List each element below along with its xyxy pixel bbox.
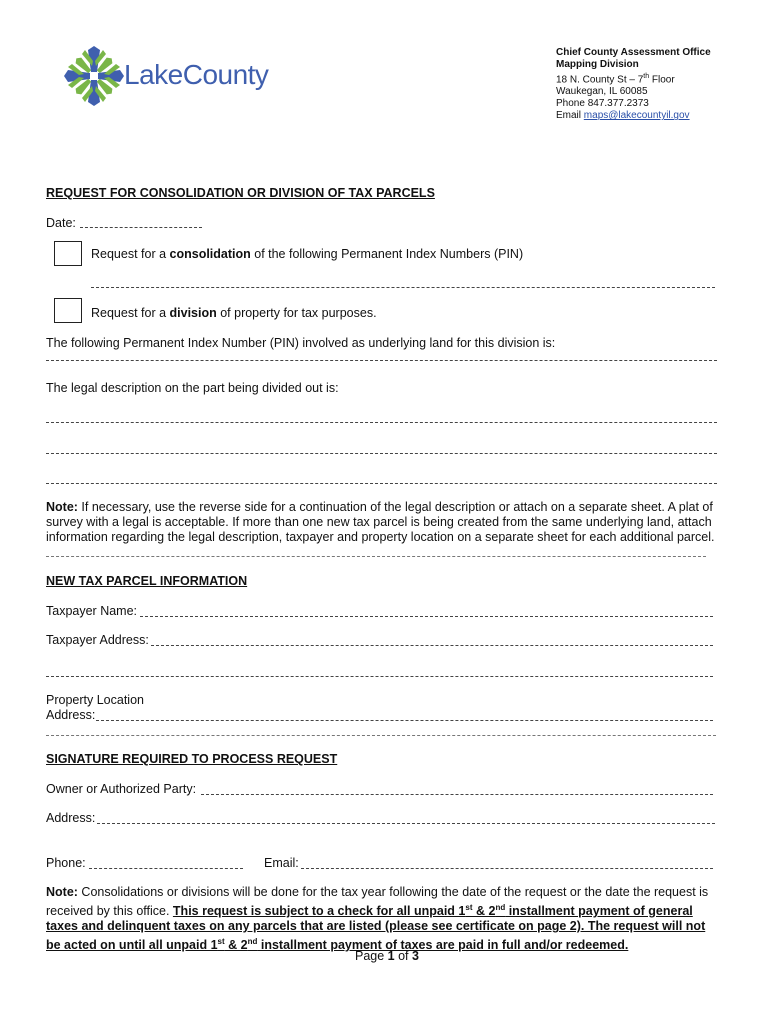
signature-address-label: Address:	[46, 811, 96, 825]
section-divider-2	[46, 735, 716, 736]
signature-heading: SIGNATURE REQUIRED TO PROCESS REQUEST	[46, 752, 338, 766]
page-title: REQUEST FOR CONSOLIDATION OR DIVISION OF TAX PARCELS	[46, 186, 435, 200]
date-label: Date:	[46, 216, 76, 230]
consolidation-pin-field[interactable]	[91, 287, 715, 288]
taxpayer-name-field[interactable]	[140, 616, 713, 617]
phone-label: Phone:	[46, 856, 86, 870]
signature-address-field[interactable]	[97, 823, 715, 824]
legal-label: The legal description on the part being divided out is:	[46, 381, 339, 395]
taxpayer-address-line-2[interactable]	[46, 676, 713, 677]
starburst-logo-icon	[62, 44, 126, 108]
lake-county-logo	[62, 44, 282, 110]
office-name: Chief County Assessment Office	[556, 47, 711, 58]
property-address-label: Address:	[46, 708, 96, 722]
note-continuation: Note: If necessary, use the reverse side for a continuation of the legal description or attach on a separate sheet. A plat of survey with a legal is acceptable. If more than one new tax parcel is being created from the same underlying land, attach information regarding the legal description, taxpayer and property location on a separate sheet for each additional parcel.	[46, 500, 715, 544]
pin-field[interactable]	[46, 360, 717, 361]
office-division: Mapping Division	[556, 59, 639, 70]
phone-field[interactable]	[89, 868, 243, 869]
legal-line-1[interactable]	[46, 422, 717, 423]
property-location-label: Property Location	[46, 693, 144, 707]
legal-line-2[interactable]	[46, 453, 717, 454]
new-parcel-heading: NEW TAX PARCEL INFORMATION	[46, 574, 248, 588]
owner-field[interactable]	[201, 794, 713, 795]
email-field[interactable]	[301, 868, 713, 869]
date-field[interactable]	[80, 227, 202, 228]
email-label: Email:	[264, 856, 299, 870]
logo-text: LakeCounty	[124, 59, 269, 90]
section-divider-1	[46, 556, 706, 557]
email-link[interactable]: maps@lakecountyil.gov	[583, 110, 690, 122]
office-header	[556, 47, 711, 122]
office-phone: Phone 847.377.2373	[556, 98, 649, 110]
office-city: Waukegan, IL 60085	[556, 86, 648, 98]
consolidation-checkbox[interactable]	[54, 241, 82, 266]
taxpayer-address-field[interactable]	[151, 645, 713, 646]
page-number: Page 1 of 3	[355, 949, 419, 963]
owner-label: Owner or Authorized Party:	[46, 782, 197, 796]
division-checkbox[interactable]	[54, 298, 82, 323]
office-email: Email maps@lakecountyil.gov	[556, 110, 690, 122]
taxpayer-address-label: Taxpayer Address:	[46, 633, 149, 647]
property-address-field[interactable]	[96, 720, 713, 721]
consolidation-label: Request for a consolidation of the following Permanent Index Numbers (PIN)	[91, 247, 524, 261]
legal-line-3[interactable]	[46, 483, 717, 484]
division-label: Request for a division of property for tax purposes.	[91, 306, 377, 320]
pin-label: The following Permanent Index Number (PIN) involved as underlying land for this division is:	[46, 336, 556, 350]
taxpayer-name-label: Taxpayer Name:	[46, 604, 138, 618]
note-consolidation-terms: Note: Consolidations or divisions will be done for the tax year following the date of the request or the date the request is received by this office. This request is subject to a check for all unpaid 1st & 2nd installment payment of general taxes and delinquent taxes on any parcels that are listed (please see certificate on page 2). The request will not be acted on until all unpaid 1st & 2nd installment payment of taxes are paid in full and/or redeemed.	[46, 885, 709, 953]
office-street: 18 N. County St – 7th Floor	[556, 73, 675, 86]
